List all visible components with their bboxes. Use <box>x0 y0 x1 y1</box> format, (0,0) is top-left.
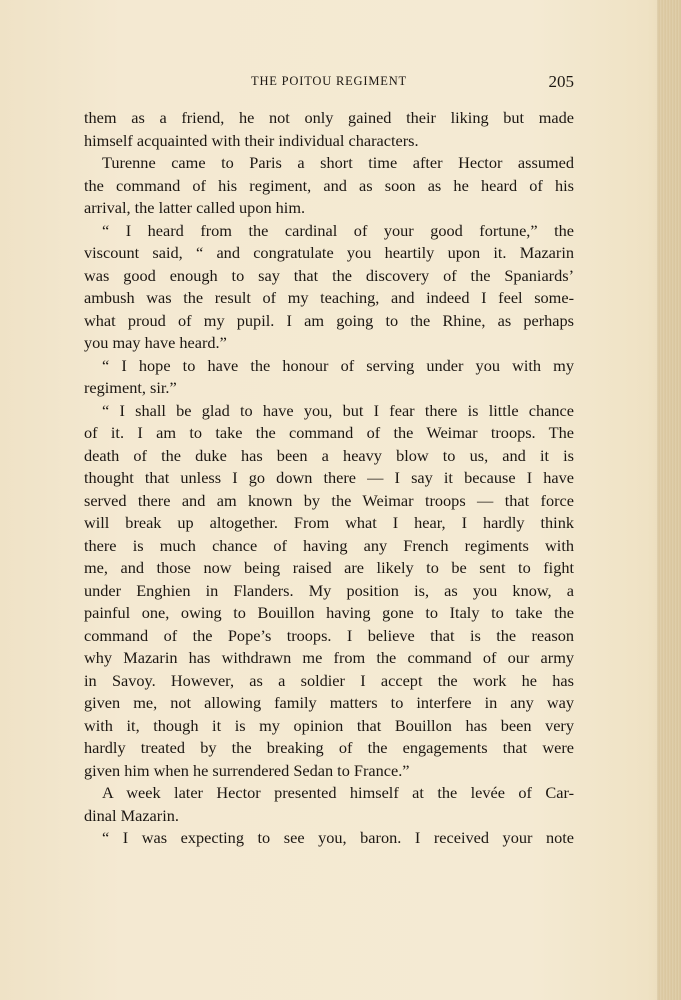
text-line: what proud of my pupil. I am going to the Rhine, as perhaps <box>84 310 574 330</box>
text-line: viscount said, “ and congratulate you heartily upon it. Mazarin <box>84 243 574 262</box>
text-line: served there and am known by the Weimar troops — that force <box>84 490 574 510</box>
text-line: with it, though it is my opinion that Bouillon has been very <box>84 715 574 735</box>
text-line: them as a friend, he not only gained their liking but made <box>84 108 574 127</box>
text-line: given him when he surrendered Sedan to France.” <box>84 760 410 780</box>
text-line: “ I shall be glad to have you, but I fear there is little chance <box>102 400 574 420</box>
text-line: dinal Mazarin. <box>84 805 179 825</box>
text-line: himself acquainted with their individual characters. <box>84 130 419 150</box>
text-line: why Mazarin has withdrawn me from the command of our army <box>84 648 574 667</box>
text-line: death of the duke has been a heavy blow to us, and it is <box>84 445 574 465</box>
text-line: there is much chance of having any French regiments with <box>84 535 574 555</box>
page-number: 205 <box>548 72 574 91</box>
chapter-title: THE POITOU REGIMENT <box>251 74 407 88</box>
text-line: given me, not allowing family matters to interfere in any way <box>84 693 574 712</box>
text-line: painful one, owing to Bouillon having gone to Italy to take the <box>84 603 574 622</box>
text-line: Turenne came to Paris a short time after Hector assumed <box>102 153 574 172</box>
text-line: command of the Pope’s troops. I believe that is the reason <box>84 625 574 645</box>
body-text <box>84 107 574 850</box>
text-line: “ I was expecting to see you, baron. I received your note <box>102 828 574 847</box>
text-line: was good enough to say that the discovery of the Spaniards’ <box>84 265 574 285</box>
page-edge <box>657 0 681 1000</box>
text-line: “ I heard from the cardinal of your good fortune,” the <box>102 220 574 240</box>
text-line: you may have heard.” <box>84 333 227 352</box>
text-line: “ I hope to have the honour of serving under you with my <box>102 355 574 375</box>
text-line: ambush was the result of my teaching, and indeed I feel some- <box>84 288 574 307</box>
text-line: me, and those now being raised are likely to be sent to fight <box>84 558 574 577</box>
text-line: regiment, sir.” <box>84 378 177 397</box>
text-line: hardly treated by the breaking of the engagements that were <box>84 738 574 757</box>
running-head <box>84 72 574 92</box>
text-line: will break up altogether. From what I hear, I hardly think <box>84 513 574 532</box>
text-line: in Savoy. However, as a soldier I accept the work he has <box>84 670 574 690</box>
text-line: the command of his regiment, and as soon as he heard of his <box>84 175 574 195</box>
text-line: under Enghien in Flanders. My position is, as you know, a <box>84 580 574 600</box>
text-line: A week later Hector presented himself at the levée of Car- <box>102 783 574 802</box>
text-line: arrival, the latter called upon him. <box>84 198 306 217</box>
text-line: thought that unless I go down there — I say it because I have <box>84 468 574 487</box>
text-line: of it. I am to take the command of the Weimar troops. The <box>84 423 574 442</box>
